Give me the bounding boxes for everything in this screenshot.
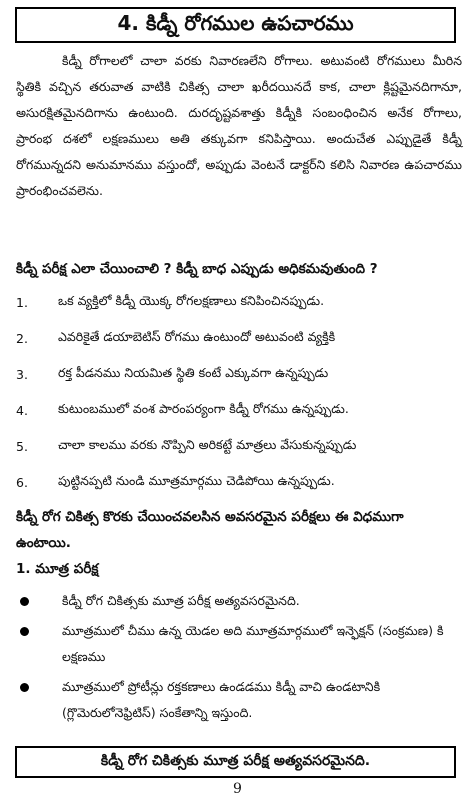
bullet-icon <box>16 674 62 726</box>
bullet-item <box>16 618 462 670</box>
list-item <box>16 428 462 464</box>
section-heading: 1. మూత్ర పరీక్ష <box>16 561 99 577</box>
item-number: 3. <box>16 366 28 382</box>
question-heading: కిడ్నీ పరీక్ష ఎలా చేయించాలి ? కిడ్నీ బాధ ఎప్పుడు అధికమవుతుంది ? <box>16 261 378 277</box>
bullet-icon <box>16 588 62 614</box>
intro-text: కిడ్నీ రోగాలలో చాలా వరకు నివారణలేని రోగాలు. అటువంటి రోగములు మీరిన స్థితికి వచ్చిన తరువాత వాటికి చికిత్స చాలా ఖరీదయినదే కాక, చాలా క్లిష్టమైనదిగానూ, అసురక్షితమైనదిగాను ఉంటుంది. దురదృష్టవశాత్తు కిడ్నీకి సంబంధించిన అనేక రోగాలు, ప్రారంభ దశలో లక్షణములు అతి తక్కువగా కనిపిస్తాయి. అందుచేత ఎప్పుడైతే కిడ్నీ రోగమున్నదని అనుమానము వస్తుందో, అప్పుడు వెంటనే డాక్టర్‌ని కలిసి నివారణ ఉపచారము ప్రారంభించవలెను. <box>16 53 462 198</box>
item-number: 1. <box>16 294 28 310</box>
item-number: 4. <box>16 402 28 418</box>
item-text: ఎవరికైతే డయాబెటిస్ రోగము ఉంటుందో అటువంటి వ్యక్తికి <box>58 328 336 344</box>
bullet-list <box>16 588 462 730</box>
item-text: రక్త పీడనము నియమిత స్థితి కంటే ఎక్కువగా ఉన్నప్పుడు <box>58 364 329 380</box>
page-number: 9 <box>233 781 242 797</box>
list-item <box>16 392 462 428</box>
item-text: ఒక వ్యక్తిలో కిడ్నీ యొక్క రోగలక్షణాలు కనిపించినప్పుడు. <box>58 292 325 308</box>
item-text: చాలా కాలము వరకు నొప్పిని అరికట్టే మాత్రలు వేసుకున్నప్పుడు <box>58 436 357 452</box>
item-text: కుటుంబములో వంశ పారంపర్యంగా కిడ్నీ రోగము ఉన్నప్పుడు. <box>58 400 349 416</box>
boxed-note: కిడ్నీ రోగ చికిత్సకు మూత్ర పరీక్ష అత్యవసరమైనది. <box>15 746 456 778</box>
tests-paragraph: కిడ్నీ రోగ చికిత్స కొరకు చేయించవలసిన అవసరమైన పరీక్షలు ఈ విధముగా ఉంటాయి. <box>16 509 404 551</box>
list-item <box>16 320 462 356</box>
numbered-list <box>16 284 462 500</box>
bullet-item <box>16 588 462 614</box>
list-item <box>16 464 462 500</box>
bullet-text: మూత్రములో ప్రోటీన్లు రక్తకణాలు ఉండడము కిడ్నీ వాచి ఉండటానికి (గ్లొమెరులోనెఫ్రిటిస్) సంకేతాన్ని ఇస్తుంది. <box>62 679 381 720</box>
bullet-text: మూత్రములో చీము ఉన్న యెడల అది మూత్రమార్గములో ఇన్ఫెక్షన్ (సంక్రమణ) కి లక్షణము <box>62 623 444 664</box>
bullet-icon <box>16 618 62 670</box>
item-number: 6. <box>16 474 28 490</box>
list-item <box>16 356 462 392</box>
item-number: 2. <box>16 330 28 346</box>
bullet-text: కిడ్నీ రోగ చికిత్సకు మూత్ర పరీక్ష అత్యవసరమైనది. <box>62 593 300 608</box>
intro-paragraph <box>16 48 462 204</box>
chapter-title: 4. కిడ్నీ రోగముల ఉపచారము <box>15 7 456 43</box>
item-text: పుట్టినప్పటి నుండి మూత్రమార్గము చెడిపోయి ఉన్నప్పుడు. <box>58 472 335 488</box>
item-number: 5. <box>16 438 28 454</box>
list-item <box>16 284 462 320</box>
bullet-item <box>16 674 462 726</box>
